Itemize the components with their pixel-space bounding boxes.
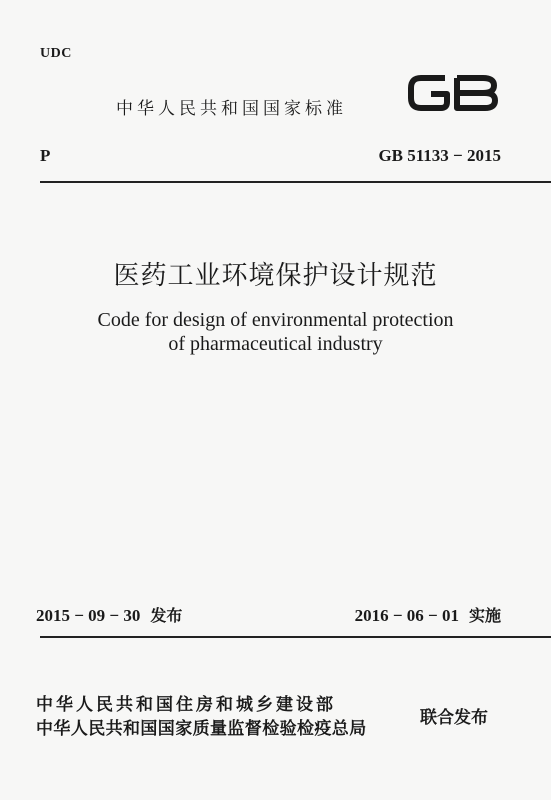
- title-english: [0, 308, 551, 356]
- udc-label: UDC: [40, 46, 72, 61]
- standard-type: 中华人民共和国国家标准: [116, 99, 347, 119]
- implement-date: 2016 − 06 − 01: [354, 606, 459, 625]
- implement-label: 实施: [468, 606, 501, 625]
- title-english-line1: Code for design of environmental protection: [97, 309, 454, 331]
- category-code: P: [40, 146, 51, 165]
- standard-number: GB 51133 − 2015: [378, 146, 501, 165]
- title-english-line2: of pharmaceutical industry: [168, 333, 383, 355]
- bottom-divider: [40, 636, 551, 638]
- issuer-aqsiq: 中华人民共和国国家质量监督检验检疫总局: [36, 719, 367, 739]
- issue-label: 发布: [150, 606, 183, 625]
- implement-date-row: [355, 603, 501, 626]
- joint-issue-label: 联合发布: [420, 708, 488, 728]
- issuer-ministry: 中华人民共和国住房和城乡建设部: [36, 695, 336, 715]
- gb-logo: [405, 68, 501, 118]
- title-chinese: 医药工业环境保护设计规范: [113, 261, 438, 291]
- issue-date: 2015 − 09 − 30: [36, 606, 141, 625]
- top-divider: [40, 181, 551, 183]
- issue-date-row: [36, 603, 182, 626]
